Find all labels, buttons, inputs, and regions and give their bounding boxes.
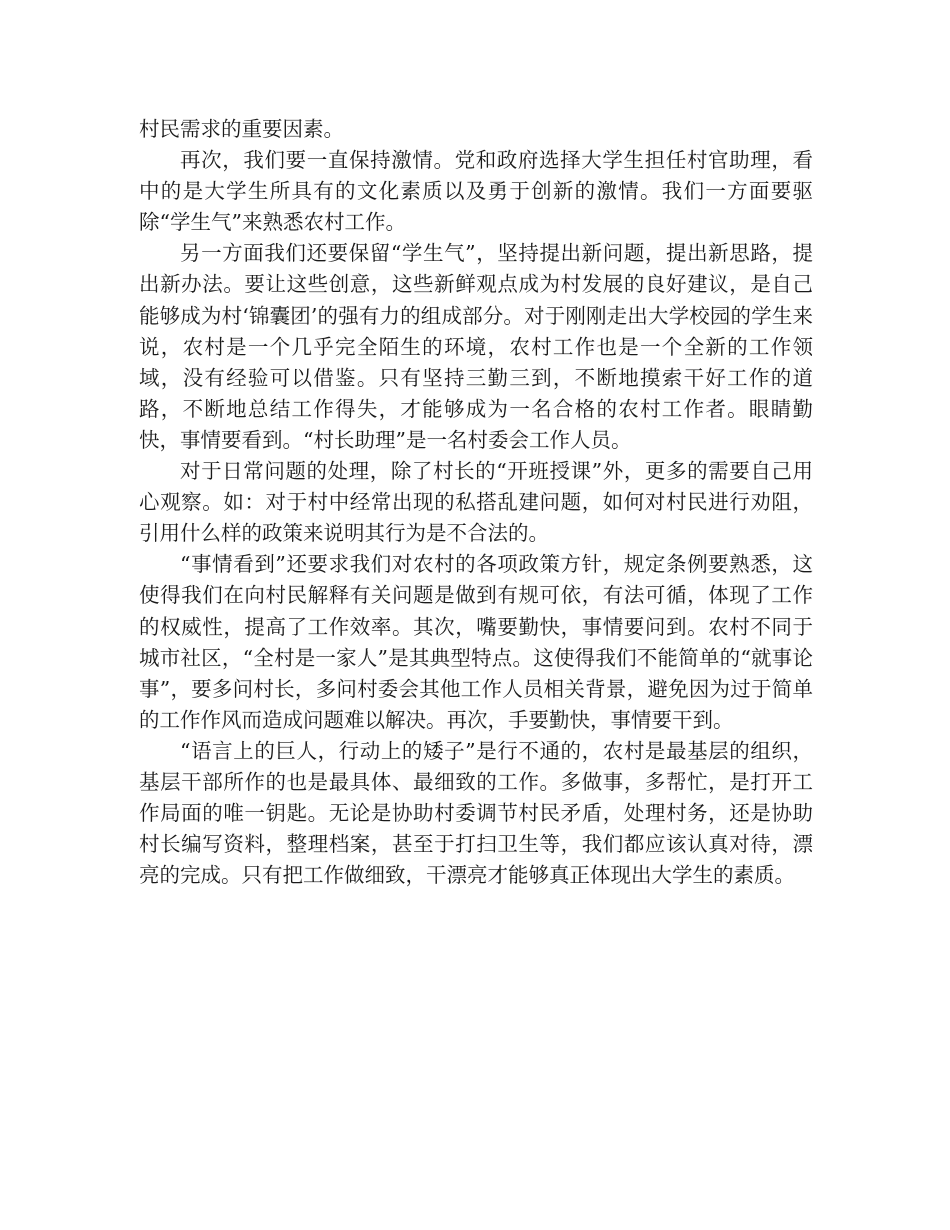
paragraph-continuation: 村民需求的重要因素。 bbox=[139, 117, 344, 141]
paragraph-student-spirit: 另一方面我们还要保留“学生气”，坚持提出新问题，提出新思路，提出新办法。要让这些创意，这些新鲜观点成为村发展的良好建议，是自己能够成为村‘锦囊团’的强有力的组成部分。对于刚刚走出大学校园的学生来说，农村是一个几乎完全陌生的环境，农村工作也是一个全新的工作领域，没有经验可以借鉴。只有坚持三勤三到，不断地摸索干好工作的道路，不断地总结工作得失，才能够成为一名合格的农村工作者。眼睛勤快，事情要看到。“村长助理”是一名村委会工作人员。 bbox=[139, 241, 813, 452]
paragraph-action: “语言上的巨人，行动上的矮子”是行不通的，农村是最基层的组织，基层干部所作的也是最具体、最细致的工作。多做事，多帮忙，是打开工作局面的唯一钥匙。无论是协助村委调节村民矛盾，处理村务，还是协助村长编写资料，整理档案，甚至于打扫卫生等，我们都应该认真对待，漂亮的完成。只有把工作做细致，干漂亮才能够真正体现出大学生的素质。 bbox=[139, 738, 813, 888]
paragraph-policy-knowledge: “事情看到”还要求我们对农村的各项政策方针，规定条例要熟悉，这使得我们在向村民解释有关问题是做到有规可依，有法可循，体现了工作的权威性，提高了工作效率。其次，嘴要勤快，事情要问到。农村不同于城市社区，“全村是一家人”是其典型特点。这使得我们不能简单的“就事论事”，要多问村长，多问村委会其他工作人员相关背景，避免因为过于简单的工作作风而造成问题难以解决。再次，手要勤快，事情要干到。 bbox=[139, 552, 813, 732]
paragraph-passion: 再次，我们要一直保持激情。党和政府选择大学生担任村官助理，看中的是大学生所具有的文化素质以及勇于创新的激情。我们一方面要驱除“学生气”来熟悉农村工作。 bbox=[139, 148, 813, 235]
document-body bbox=[139, 114, 813, 891]
paragraph-daily-issues: 对于日常问题的处理，除了村长的“开班授课”外，更多的需要自己用心观察。如：对于村中经常出现的私搭乱建问题，如何对村民进行劝阻，引用什么样的政策来说明其行为是不合法的。 bbox=[139, 459, 813, 546]
